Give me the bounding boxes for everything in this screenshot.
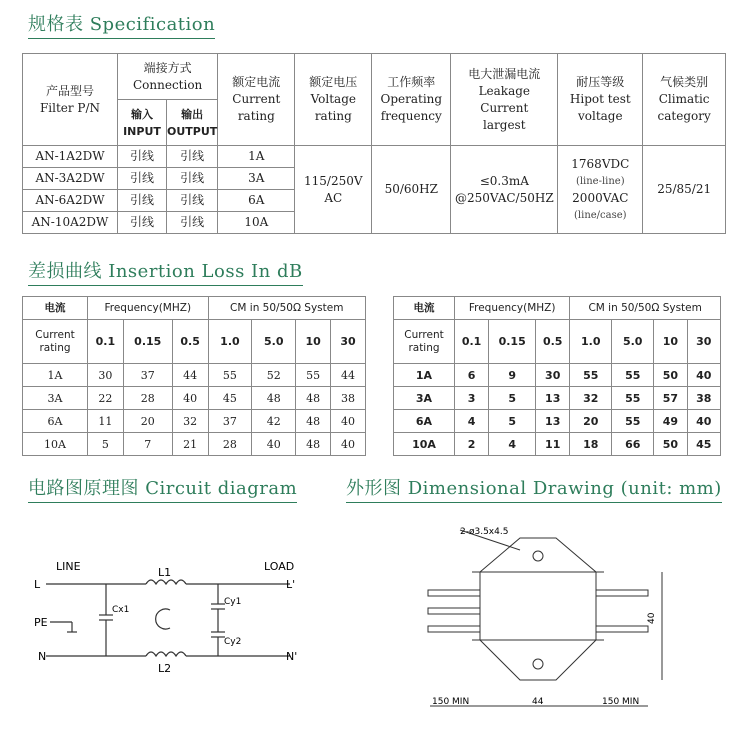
hipot-header bbox=[558, 54, 643, 146]
il-value-cell: 40 bbox=[172, 387, 208, 410]
connection-header-cn: 端接方式 bbox=[143, 60, 192, 75]
hipot-line2: (line-line) bbox=[575, 175, 625, 187]
il-value-cell: 40 bbox=[687, 364, 720, 387]
height-label: 40 bbox=[647, 612, 657, 624]
il-freq-cell: 5.0 bbox=[252, 320, 296, 364]
il-current-cell: 6A bbox=[394, 410, 455, 433]
il-value-cell: 11 bbox=[88, 410, 124, 433]
table-row bbox=[23, 433, 366, 456]
climatic-header-en2: category bbox=[657, 109, 711, 123]
inductor-l1-icon bbox=[146, 580, 186, 584]
np-label: N' bbox=[286, 650, 298, 663]
insertion-loss-title: 差损曲线 Insertion Loss In dB bbox=[28, 257, 303, 286]
lead-wire-icon bbox=[428, 590, 480, 596]
il-system-header: CM in 50/50Ω System bbox=[208, 297, 365, 320]
table-row bbox=[23, 410, 366, 433]
input-cell: 引线 bbox=[118, 168, 167, 190]
table-row bbox=[394, 387, 721, 410]
hipot-header-en2: voltage bbox=[577, 109, 623, 123]
il-value-cell: 2 bbox=[455, 433, 489, 456]
input-cell: 引线 bbox=[118, 212, 167, 234]
il-value-cell: 48 bbox=[296, 387, 331, 410]
il-current-header: 电流 bbox=[23, 297, 88, 320]
il-value-cell: 20 bbox=[570, 410, 612, 433]
il-value-cell: 55 bbox=[612, 364, 654, 387]
n-label: N bbox=[38, 650, 47, 663]
table-row bbox=[394, 410, 721, 433]
pn-cell: AN-6A2DW bbox=[23, 190, 118, 212]
il-value-cell: 40 bbox=[252, 433, 296, 456]
hipot-header-en1: Hipot test bbox=[569, 92, 631, 106]
left-min-label: 150 MIN bbox=[432, 697, 470, 707]
il-right-body bbox=[394, 364, 721, 456]
input-header-cn: 输入 bbox=[131, 107, 153, 121]
il-left-body bbox=[23, 364, 366, 456]
il-value-cell: 48 bbox=[252, 387, 296, 410]
il-value-cell: 7 bbox=[123, 433, 172, 456]
output-cell: 引线 bbox=[167, 190, 218, 212]
load-label: LOAD bbox=[264, 560, 295, 573]
il-value-cell: 5 bbox=[88, 433, 124, 456]
il-value-cell: 48 bbox=[296, 410, 331, 433]
il-value-cell: 22 bbox=[88, 387, 124, 410]
lead-wire-icon bbox=[428, 608, 480, 614]
leakage-line2: @250VAC/50HZ bbox=[454, 190, 554, 205]
il-value-cell: 38 bbox=[331, 387, 366, 410]
il-value-cell: 30 bbox=[88, 364, 124, 387]
climatic-header-en1: Climatic bbox=[658, 92, 710, 106]
il-value-cell: 50 bbox=[654, 433, 687, 456]
il-rating-header bbox=[394, 320, 455, 364]
table-row bbox=[23, 146, 726, 168]
il-value-cell: 49 bbox=[654, 410, 687, 433]
il-value-cell: 11 bbox=[536, 433, 570, 456]
circuit-title: 电路图原理图 Circuit diagram bbox=[28, 474, 297, 503]
input-cell: 引线 bbox=[118, 190, 167, 212]
il-value-cell: 5 bbox=[489, 410, 536, 433]
input-cell: 引线 bbox=[118, 146, 167, 168]
il-current-cell: 10A bbox=[394, 433, 455, 456]
inductor-l2-icon bbox=[146, 652, 186, 656]
choke-core-icon bbox=[156, 609, 170, 629]
climatic-cell: 25/85/21 bbox=[643, 146, 726, 234]
il-freq-cell: 1.0 bbox=[208, 320, 252, 364]
il-current-header: 电流 bbox=[394, 297, 455, 320]
il-rating-header bbox=[23, 320, 88, 364]
il-value-cell: 9 bbox=[489, 364, 536, 387]
l2-label: L2 bbox=[158, 662, 172, 675]
il-system-header: CM in 50/50Ω System bbox=[570, 297, 721, 320]
dimensional-drawing bbox=[420, 520, 680, 720]
voltage-header-cn: 额定电压 bbox=[309, 75, 358, 89]
connection-header bbox=[118, 54, 218, 100]
pe-label: PE bbox=[34, 616, 48, 629]
il-current-cell: 6A bbox=[23, 410, 88, 433]
output-header bbox=[167, 100, 218, 146]
right-min-label: 150 MIN bbox=[602, 697, 640, 707]
line-label: LINE bbox=[56, 560, 81, 573]
il-rating-header-line1: Current bbox=[404, 328, 444, 341]
output-cell: 引线 bbox=[167, 212, 218, 234]
current-cell: 10A bbox=[218, 212, 295, 234]
hipot-cell bbox=[558, 146, 643, 234]
il-value-cell: 5 bbox=[489, 387, 536, 410]
il-value-cell: 6 bbox=[455, 364, 489, 387]
il-value-cell: 40 bbox=[331, 433, 366, 456]
l1-label: L1 bbox=[158, 566, 172, 579]
il-value-cell: 66 bbox=[612, 433, 654, 456]
il-freq-cell: 1.0 bbox=[570, 320, 612, 364]
width-label: 44 bbox=[532, 697, 544, 707]
il-value-cell: 55 bbox=[612, 387, 654, 410]
il-rating-header-line2: rating bbox=[408, 341, 440, 354]
il-current-cell: 1A bbox=[394, 364, 455, 387]
il-value-cell: 44 bbox=[331, 364, 366, 387]
frequency-header-cn: 工作频率 bbox=[387, 75, 436, 89]
il-rating-header-line2: rating bbox=[39, 341, 71, 354]
il-value-cell: 55 bbox=[612, 410, 654, 433]
il-freq-cell: 30 bbox=[331, 320, 366, 364]
frequency-cell: 50/60HZ bbox=[372, 146, 451, 234]
il-value-cell: 45 bbox=[208, 387, 252, 410]
hipot-line1: 1768VDC bbox=[571, 156, 630, 171]
il-value-cell: 40 bbox=[331, 410, 366, 433]
il-value-cell: 48 bbox=[296, 433, 331, 456]
table-row bbox=[23, 364, 366, 387]
il-freq-cell: 30 bbox=[687, 320, 720, 364]
lp-label: L' bbox=[286, 578, 296, 591]
il-freq-cell: 5.0 bbox=[612, 320, 654, 364]
pn-header bbox=[23, 54, 118, 146]
il-value-cell: 57 bbox=[654, 387, 687, 410]
frequency-header bbox=[372, 54, 451, 146]
hipot-line4: (line/case) bbox=[574, 209, 627, 221]
cx1-label: Cx1 bbox=[112, 605, 130, 615]
voltage-cell bbox=[295, 146, 372, 234]
il-freq-cell: 0.15 bbox=[489, 320, 536, 364]
il-value-cell: 52 bbox=[252, 364, 296, 387]
il-freq-cell: 0.5 bbox=[536, 320, 570, 364]
il-value-cell: 40 bbox=[687, 410, 720, 433]
current-header-cn: 额定电流 bbox=[232, 75, 281, 89]
il-value-cell: 28 bbox=[208, 433, 252, 456]
il-value-cell: 3 bbox=[455, 387, 489, 410]
il-freq-cell: 0.5 bbox=[172, 320, 208, 364]
il-value-cell: 44 bbox=[172, 364, 208, 387]
climatic-header-cn: 气候类别 bbox=[660, 75, 709, 89]
il-value-cell: 4 bbox=[489, 433, 536, 456]
current-header-en1: Current bbox=[232, 92, 281, 106]
il-freq-cell: 0.1 bbox=[88, 320, 124, 364]
il-value-cell: 55 bbox=[296, 364, 331, 387]
voltage-header-en1: Voltage bbox=[310, 92, 356, 106]
il-freq-cell: 10 bbox=[654, 320, 687, 364]
frequency-header-en2: frequency bbox=[380, 109, 442, 123]
output-cell: 引线 bbox=[167, 146, 218, 168]
il-value-cell: 45 bbox=[687, 433, 720, 456]
circuit-diagram bbox=[28, 548, 318, 678]
il-freq-cell: 10 bbox=[296, 320, 331, 364]
il-current-cell: 3A bbox=[394, 387, 455, 410]
pn-header-en: Filter P/N bbox=[39, 100, 101, 115]
il-value-cell: 21 bbox=[172, 433, 208, 456]
current-cell: 3A bbox=[218, 168, 295, 190]
il-value-cell: 37 bbox=[123, 364, 172, 387]
hipot-header-cn: 耐压等级 bbox=[576, 75, 625, 89]
insertion-loss-table-right bbox=[393, 296, 721, 456]
il-freq-cell: 0.1 bbox=[455, 320, 489, 364]
il-value-cell: 38 bbox=[687, 387, 720, 410]
il-value-cell: 32 bbox=[172, 410, 208, 433]
dimension-title: 外形图 Dimensional Drawing (unit: mm) bbox=[346, 474, 722, 503]
il-freq-cell: 0.15 bbox=[123, 320, 172, 364]
current-cell: 6A bbox=[218, 190, 295, 212]
climatic-header bbox=[643, 54, 726, 146]
leakage-header-en3: largest bbox=[483, 117, 526, 132]
il-value-cell: 4 bbox=[455, 410, 489, 433]
il-value-cell: 42 bbox=[252, 410, 296, 433]
leakage-line1: ≤0.3mA bbox=[479, 173, 529, 188]
il-value-cell: 13 bbox=[536, 387, 570, 410]
il-value-cell: 32 bbox=[570, 387, 612, 410]
il-value-cell: 20 bbox=[123, 410, 172, 433]
voltage-line2: AC bbox=[324, 190, 343, 205]
input-header-en: INPUT bbox=[123, 124, 161, 138]
spec-section-title: 规格表 Specification bbox=[28, 10, 215, 39]
l-label: L bbox=[34, 578, 41, 591]
holes-label: 2-ø3.5x4.5 bbox=[460, 527, 509, 537]
pn-header-cn: 产品型号 bbox=[45, 83, 94, 98]
connection-header-en: Connection bbox=[132, 77, 203, 92]
table-row bbox=[394, 364, 721, 387]
table-row bbox=[23, 387, 366, 410]
voltage-header bbox=[295, 54, 372, 146]
il-value-cell: 13 bbox=[536, 410, 570, 433]
output-header-cn: 输出 bbox=[181, 107, 204, 121]
insertion-loss-table-left bbox=[22, 296, 366, 456]
leakage-cell bbox=[451, 146, 558, 234]
leakage-header-en1: Leakage bbox=[478, 83, 531, 98]
leakage-header-en2: Current bbox=[480, 100, 529, 115]
il-rating-header-line1: Current bbox=[35, 328, 75, 341]
output-cell: 引线 bbox=[167, 168, 218, 190]
leakage-header bbox=[451, 54, 558, 146]
il-value-cell: 55 bbox=[570, 364, 612, 387]
pn-cell: AN-3A2DW bbox=[23, 168, 118, 190]
cy2-label: Cy2 bbox=[224, 637, 242, 647]
il-value-cell: 30 bbox=[536, 364, 570, 387]
cy1-label: Cy1 bbox=[224, 597, 242, 607]
il-value-cell: 18 bbox=[570, 433, 612, 456]
pn-cell: AN-1A2DW bbox=[23, 146, 118, 168]
frequency-header-en1: Operating bbox=[380, 92, 443, 106]
voltage-header-en2: rating bbox=[314, 109, 352, 123]
current-header bbox=[218, 54, 295, 146]
il-value-cell: 50 bbox=[654, 364, 687, 387]
il-frequency-header: Frequency(MHZ) bbox=[88, 297, 209, 320]
lead-wire-icon bbox=[596, 590, 648, 596]
il-current-cell: 3A bbox=[23, 387, 88, 410]
il-frequency-header: Frequency(MHZ) bbox=[455, 297, 570, 320]
lead-wire-icon bbox=[596, 626, 648, 632]
il-value-cell: 37 bbox=[208, 410, 252, 433]
pn-cell: AN-10A2DW bbox=[23, 212, 118, 234]
leakage-header-cn: 电大泄漏电流 bbox=[468, 66, 541, 81]
hipot-line3: 2000VAC bbox=[572, 190, 629, 205]
il-current-cell: 1A bbox=[23, 364, 88, 387]
table-row bbox=[394, 433, 721, 456]
voltage-line1: 115/250V bbox=[304, 173, 363, 188]
lead-wire-icon bbox=[428, 626, 480, 632]
input-header bbox=[118, 100, 167, 146]
output-header-en: OUTPUT bbox=[167, 124, 218, 138]
spec-table bbox=[22, 53, 726, 234]
il-current-cell: 10A bbox=[23, 433, 88, 456]
current-cell: 1A bbox=[218, 146, 295, 168]
il-value-cell: 55 bbox=[208, 364, 252, 387]
current-header-en2: rating bbox=[237, 109, 275, 123]
il-value-cell: 28 bbox=[123, 387, 172, 410]
